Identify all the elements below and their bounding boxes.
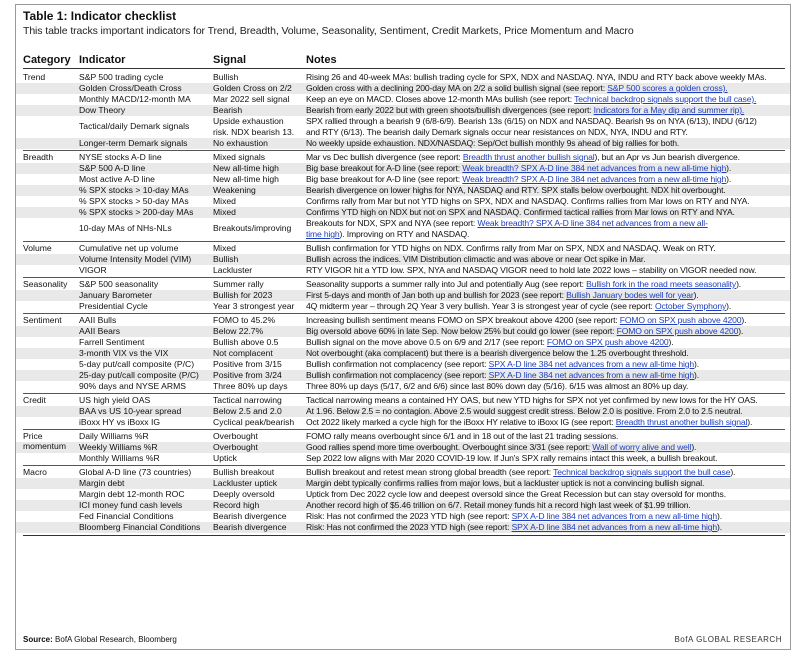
notes-cell: Risk: Has not confirmed the 2023 YTD high (see report: SPX A-D line 384 net advances from a new all-time high). <box>306 511 722 521</box>
signal-cell: Bullish <box>213 72 239 82</box>
category-cell: Credit <box>23 395 46 405</box>
indicator-cell: Most active A-D line <box>79 174 155 184</box>
section-divider <box>23 465 785 466</box>
credit-row <box>16 417 790 428</box>
table-bottom-rule <box>23 535 785 536</box>
trend-row <box>16 116 790 138</box>
notes-cell: No weekly upside exhaustion. NDX/NASDAQ: Sep/Oct bullish monthly 9s ahead of big rallies for both. <box>306 138 680 148</box>
notes-cell: Big oversold above 60% in late Sep. Now below 25% but could go lower (see report: FOMO on SPX push above 4200). <box>306 326 744 336</box>
report-link[interactable]: Breadth thrust another bullish signal <box>615 417 748 427</box>
indicator-cell: Global A-D line (73 countries) <box>79 467 192 477</box>
indicator-cell: 10-day MAs of NHs-NLs <box>79 223 172 233</box>
indicator-cell: 90% days and NYSE ARMS <box>79 381 186 391</box>
header-indicator: Indicator <box>79 54 126 66</box>
report-link[interactable]: SPX A-D line 384 net advances from a new all-time high <box>511 511 718 521</box>
notes-cell: Oct 2022 likely marked a cycle high for the iBoxx HY relative to iBoxx IG (see report: Breadth thrust another bullish signal). <box>306 417 753 427</box>
notes-cell: Big base breakout for A-D line (see report: Weak breadth? SPX A-D line 384 net advances from a new all-time high). <box>306 174 732 184</box>
trend-row <box>16 94 790 105</box>
report-link[interactable]: Breadth thrust another bullish signal <box>462 152 595 162</box>
report-link[interactable]: SPX A-D line 384 net advances from a new all-time high <box>511 522 718 532</box>
report-link[interactable]: S&P 500 scores a golden cross). <box>607 83 728 93</box>
signal-cell: Bullish <box>213 254 239 264</box>
signal-cell: Mixed signals <box>213 152 266 162</box>
category-cell: Seasonality <box>23 279 68 289</box>
title-bar <box>16 5 790 41</box>
volume-row <box>16 254 790 265</box>
indicator-cell: Bloomberg Financial Conditions <box>79 522 201 532</box>
notes-cell: Another record high of $5.46 trillion on 6/7. Retail money funds hit a record high last week of $1.99 trillion. <box>306 500 691 510</box>
category-cell: Macro <box>23 467 47 477</box>
breadth-row <box>16 152 790 163</box>
notes-line-2: and RTY (6/13). The bearish daily Demark signals occur near resistances on NDX, NYA, INDU and RTY. <box>306 127 688 137</box>
report-link[interactable]: Wall of worry alive and well <box>592 442 692 452</box>
macro-row <box>16 478 790 489</box>
breadth-row <box>16 207 790 218</box>
notes-line-1: Breakouts for NDX, SPX and NYA (see report: Weak breadth? SPX A-D line 384 net advances from a new all- <box>306 218 708 228</box>
indicator-cell: 25-day put/call composite (P/C) <box>79 370 199 380</box>
indicator-cell: AAII Bulls <box>79 315 117 325</box>
notes-cell <box>306 218 788 240</box>
notes-line-2: time high). Improving on RTY and NASDAQ. <box>306 229 470 239</box>
signal-cell: Bearish <box>213 105 243 115</box>
signal-cell: No exhaustion <box>213 138 268 148</box>
report-link[interactable]: Indicators for a May dip and summer rip). <box>593 105 745 115</box>
report-link[interactable]: Weak breadth? SPX A-D line 384 net advances from a new all-time high <box>462 174 727 184</box>
table-title: Table 1: Indicator checklist <box>23 9 177 23</box>
section-divider <box>23 393 785 394</box>
momentum-row <box>16 453 790 464</box>
signal-cell: Below 22.7% <box>213 326 264 336</box>
macro-row <box>16 522 790 533</box>
report-link[interactable]: October Symphony <box>654 301 727 311</box>
notes-cell: Seasonality supports a summer rally into Jul and potentially Aug (see report: Bullish fork in the road meets seasonality). <box>306 279 742 289</box>
notes-cell: At 1.96. Below 2.5 = no contagion. Above 2.5 would suggest credit stress. Below 2.0 is positive. From 2.0 to 2.5 neutral. <box>306 406 743 416</box>
report-link[interactable]: SPX A-D line 384 net advances from a new all-time high <box>488 359 695 369</box>
signal-cell: Breakouts/improving <box>213 223 292 233</box>
sentiment-row <box>16 348 790 359</box>
header-signal: Signal <box>213 54 247 66</box>
signal-cell: Deeply oversold <box>213 489 275 499</box>
source-text: BofA Global Research, Bloomberg <box>55 635 177 644</box>
indicator-cell: iBoxx HY vs iBoxx IG <box>79 417 161 427</box>
credit-row <box>16 406 790 417</box>
signal-cell: Three 80% up days <box>213 381 288 391</box>
notes-cell: Risk: Has not confirmed the 2023 YTD high (see report: SPX A-D line 384 net advances from a new all-time high). <box>306 522 722 532</box>
header-rule <box>23 68 785 69</box>
notes-cell: Uptick from Dec 2022 cycle low and deepest oversold since the Great Recession but can stay oversold for months. <box>306 489 726 499</box>
notes-cell: Bullish confirmation for YTD highs on NDX. Confirms rally from Mar on SPX, NDX and NASDAQ. Weak on RTY. <box>306 243 716 253</box>
signal-cell: New all-time high <box>213 163 279 173</box>
sentiment-row <box>16 359 790 370</box>
indicator-cell: ICI money fund cash levels <box>79 500 183 510</box>
table-subtitle: This table tracks important indicators for Trend, Breadth, Volume, Seasonality, Sentiment, Credit Markets, Price Momentum and Macro <box>23 25 634 37</box>
category-cell: Price <box>23 431 43 441</box>
credit-row <box>16 395 790 406</box>
macro-row <box>16 467 790 478</box>
signal-cell: Not complacent <box>213 348 273 358</box>
indicator-cell: Monthly MACD/12-month MA <box>79 94 191 104</box>
indicator-cell: % SPX stocks > 200-day MAs <box>79 207 194 217</box>
indicator-cell: US high yield OAS <box>79 395 151 405</box>
signal-line-1: Upside exhaustion <box>213 116 284 126</box>
notes-cell: Bullish across the indices. VIM Distribution climactic and was above or near Oct spike in Mar. <box>306 254 646 264</box>
breadth-row <box>16 163 790 174</box>
signal-cell: Lackluster uptick <box>213 478 278 488</box>
report-link[interactable]: FOMO on SPX push above 4200 <box>616 326 739 336</box>
indicator-cell: S&P 500 trading cycle <box>79 72 164 82</box>
signal-cell: Summer rally <box>213 279 264 289</box>
notes-cell: Confirms rally from Mar but not YTD highs on SPX, NDX and NASDAQ. Confirms rallies from Mar lows on RTY and NYA. <box>306 196 750 206</box>
signal-cell: Bullish breakout <box>213 467 275 477</box>
notes-cell: RTY VIGOR hit a YTD low. SPX, NYA and NASDAQ VIGOR need to hold late 2022 lows – stability on VIGOR needed now. <box>306 265 757 275</box>
category-cell: Volume <box>23 243 52 253</box>
notes-cell: Golden cross with a declining 200-day MA on 2/2 a solid bullish signal (see report: S&P 500 scores a golden cross). <box>306 83 728 93</box>
indicator-cell: BAA vs US 10-year spread <box>79 406 182 416</box>
notes-cell: Three 80% up days (5/17, 6/2 and 6/6) since last 80% down day (5/16). 6/15 was almost an 80% up day. <box>306 381 689 391</box>
report-link[interactable]: SPX A-D line 384 net advances from a new all-time high <box>488 370 695 380</box>
indicator-cell: % SPX stocks > 10-day MAs <box>79 185 189 195</box>
notes-cell: Increasing bullish sentiment means FOMO on SPX breakout above 4200 (see report: FOMO on SPX push above 4200). <box>306 315 747 325</box>
notes-cell: Keep an eye on MACD. Closes above 12-month MAs bullish (see report: Technical backdrop signals support the bull case). <box>306 94 757 104</box>
section-divider <box>23 313 785 314</box>
indicator-cell: S&P 500 A-D line <box>79 163 146 173</box>
indicator-cell: Daily Williams %R <box>79 431 149 441</box>
indicator-cell: Longer-term Demark signals <box>79 138 188 148</box>
section-divider <box>23 150 785 151</box>
notes-cell <box>306 116 788 138</box>
signal-cell: Tactical narrowing <box>213 395 282 405</box>
sentiment-row <box>16 326 790 337</box>
seasonality-row <box>16 301 790 312</box>
trend-row <box>16 83 790 94</box>
signal-cell: Bullish for 2023 <box>213 290 273 300</box>
macro-row <box>16 500 790 511</box>
report-link[interactable]: FOMO on SPX push above 4200 <box>546 337 669 347</box>
notes-cell: Mar vs Dec bullish divergence (see report: Breadth thrust another bullish signal), but an Apr vs Jun bearish divergence. <box>306 152 740 162</box>
signal-cell: Cyclical peak/bearish <box>213 417 295 427</box>
notes-cell: 4Q midterm year – through 2Q Year 3 very bullish. Year 3 is strongest year of cycle (see report: October Symphony). <box>306 301 732 311</box>
momentum-row <box>16 431 790 442</box>
sentiment-row <box>16 315 790 326</box>
trend-row <box>16 105 790 116</box>
brand-mark: BofA GLOBAL RESEARCH <box>674 635 782 644</box>
indicator-cell: 5-day put/call composite (P/C) <box>79 359 195 369</box>
source-label: Source: <box>23 635 53 644</box>
volume-row <box>16 265 790 276</box>
signal-cell: Uptick <box>213 453 237 463</box>
notes-cell: Not overbought (aka complacent) but there is a bearish divergence below the 1.25 overbought threshold. <box>306 348 689 358</box>
sentiment-row <box>16 370 790 381</box>
signal-cell: Mixed <box>213 196 236 206</box>
signal-cell: Overbought <box>213 442 258 452</box>
macro-row <box>16 489 790 500</box>
report-link[interactable]: Technical backdrop signals support the bull case). <box>574 94 757 104</box>
notes-cell: FOMO rally means overbought since 6/1 and in 18 out of the last 21 trading sessions. <box>306 431 619 441</box>
seasonality-row <box>16 279 790 290</box>
signal-cell: Year 3 strongest year <box>213 301 295 311</box>
notes-cell: Bullish breakout and retest mean strong global breadth (see report: Technical backdrop signals support the bull case). <box>306 467 736 477</box>
indicator-cell: January Barometer <box>79 290 153 300</box>
trend-row <box>16 72 790 83</box>
seasonality-row <box>16 290 790 301</box>
macro-row <box>16 511 790 522</box>
notes-cell: Bullish confirmation not complacency (see report: SPX A-D line 384 net advances from a new all-time high). <box>306 370 699 380</box>
signal-cell: Lackluster <box>213 265 253 275</box>
notes-cell: Margin debt typically confirms rallies from major lows, but a lackluster uptick is not a convincing bullish signal. <box>306 478 705 488</box>
report-link[interactable]: Weak breadth? SPX A-D line 384 net advances from a new all- <box>477 218 708 228</box>
signal-cell: Positive from 3/15 <box>213 359 282 369</box>
sentiment-row <box>16 381 790 392</box>
indicator-checklist-table <box>15 4 791 650</box>
signal-cell: Mar 2022 sell signal <box>213 94 290 104</box>
indicator-cell: NYSE stocks A-D line <box>79 152 162 162</box>
breadth-row <box>16 218 790 240</box>
indicator-cell: Monthly Williams %R <box>79 453 160 463</box>
breadth-row <box>16 174 790 185</box>
indicator-cell: AAII Bears <box>79 326 121 336</box>
indicator-cell: Fed Financial Conditions <box>79 511 174 521</box>
signal-cell: Overbought <box>213 431 258 441</box>
indicator-cell: % SPX stocks > 50-day MAs <box>79 196 189 206</box>
notes-cell: Rising 26 and 40-week MAs: bullish trading cycle for SPX, NDX and NASDAQ. NYA, INDU and RTY back above weekly MAs. <box>306 72 767 82</box>
indicator-cell: Weekly Williams %R <box>79 442 158 452</box>
header-notes: Notes <box>306 54 337 66</box>
category-cell: momentum <box>23 441 66 451</box>
indicator-cell: Dow Theory <box>79 105 126 115</box>
breadth-row <box>16 185 790 196</box>
notes-cell: Sep 2022 low aligns with Mar 2020 COVID-19 low. If Jun's SPX rally remains intact this week, a bullish breakout. <box>306 453 718 463</box>
signal-cell: Bearish divergence <box>213 511 287 521</box>
signal-cell: Positive from 3/24 <box>213 370 282 380</box>
signal-cell <box>213 116 305 138</box>
report-link[interactable]: Weak breadth? SPX A-D line 384 net advances from a new all-time high <box>462 163 727 173</box>
report-link[interactable]: FOMO on SPX push above 4200 <box>619 315 742 325</box>
report-link[interactable]: Bullish January bodes well for year <box>566 290 694 300</box>
momentum-row <box>16 442 790 453</box>
signal-cell: Record high <box>213 500 260 510</box>
section-divider <box>23 429 785 430</box>
indicator-cell: Margin debt <box>79 478 125 488</box>
indicator-cell: Golden Cross/Death Cross <box>79 83 182 93</box>
notes-cell: Bearish divergence on lower highs for NYA, NASDAQ and RTY. SPX stalls below overbought. NDX hit overbought. <box>306 185 726 195</box>
source-note <box>23 635 177 644</box>
signal-cell: Weakening <box>213 185 256 195</box>
section-divider <box>23 277 785 278</box>
signal-cell: Mixed <box>213 207 236 217</box>
volume-row <box>16 243 790 254</box>
notes-cell: First 5-days and month of Jan both up and bullish for 2023 (see report: Bullish January bodes well for year). <box>306 290 699 300</box>
notes-cell: Big base breakout for A-D line (see report: Weak breadth? SPX A-D line 384 net advances from a new all-time high). <box>306 163 732 173</box>
header-category: Category <box>23 54 71 66</box>
category-cell: Trend <box>23 72 46 82</box>
report-link[interactable]: Technical backdrop signals support the bull case <box>553 467 731 477</box>
signal-line-2: risk. NDX bearish 13. <box>213 127 295 137</box>
notes-cell: Good rallies spend more time overbought. Overbought since 3/31 (see report: Wall of worry alive and well). <box>306 442 697 452</box>
indicator-cell: Farrell Sentiment <box>79 337 145 347</box>
notes-line-1: SPX rallied through a bearish 9 (6/8-6/9). Bearish 13s (6/15) on NDX and NASDAQ. Bearish 9s on NYA (6/13), INDU (6/12) <box>306 116 757 126</box>
notes-cell: Bullish signal on the move above 0.5 on 6/9 and 2/17 (see report: FOMO on SPX push above 4200). <box>306 337 674 347</box>
category-cell: Breadth <box>23 152 54 162</box>
signal-cell: Mixed <box>213 243 236 253</box>
breadth-row <box>16 196 790 207</box>
indicator-cell: Presidential Cycle <box>79 301 148 311</box>
indicator-cell: S&P 500 seasonality <box>79 279 159 289</box>
notes-cell: Bearish from early 2022 but with green shoots/bullish divergences (see report: Indicators for a May dip and summer rip). <box>306 105 745 115</box>
signal-cell: New all-time high <box>213 174 279 184</box>
signal-cell: FOMO to 45.2% <box>213 315 276 325</box>
indicator-cell: Tactical/daily Demark signals <box>79 121 190 131</box>
notes-cell: Confirms YTD high on NDX but not on SPX and NASDAQ. Confirmed tactical rallies from Mar lows on RTY and NYA. <box>306 207 735 217</box>
signal-cell: Bullish above 0.5 <box>213 337 279 347</box>
sentiment-row <box>16 337 790 348</box>
section-divider <box>23 241 785 242</box>
indicator-cell: Cumulative net up volume <box>79 243 179 253</box>
trend-row <box>16 138 790 149</box>
report-link-continued[interactable]: time high <box>306 229 340 239</box>
category-cell: Sentiment <box>23 315 62 325</box>
report-link[interactable]: Bullish fork in the road meets seasonality <box>586 279 737 289</box>
indicator-cell: Volume Intensity Model (VIM) <box>79 254 192 264</box>
indicator-cell: 3-month VIX vs the VIX <box>79 348 169 358</box>
signal-cell: Below 2.5 and 2.0 <box>213 406 282 416</box>
signal-cell: Bearish divergence <box>213 522 287 532</box>
indicator-cell: VIGOR <box>79 265 107 275</box>
notes-cell: Tactical narrowing means a contained HY OAS, but new YTD highs for SPX not yet confirmed by new lows for the HY OAS. <box>306 395 758 405</box>
signal-cell: Golden Cross on 2/2 <box>213 83 292 93</box>
notes-cell: Bullish confirmation not complacency (see report: SPX A-D line 384 net advances from a new all-time high). <box>306 359 699 369</box>
indicator-cell: Margin debt 12-month ROC <box>79 489 185 499</box>
